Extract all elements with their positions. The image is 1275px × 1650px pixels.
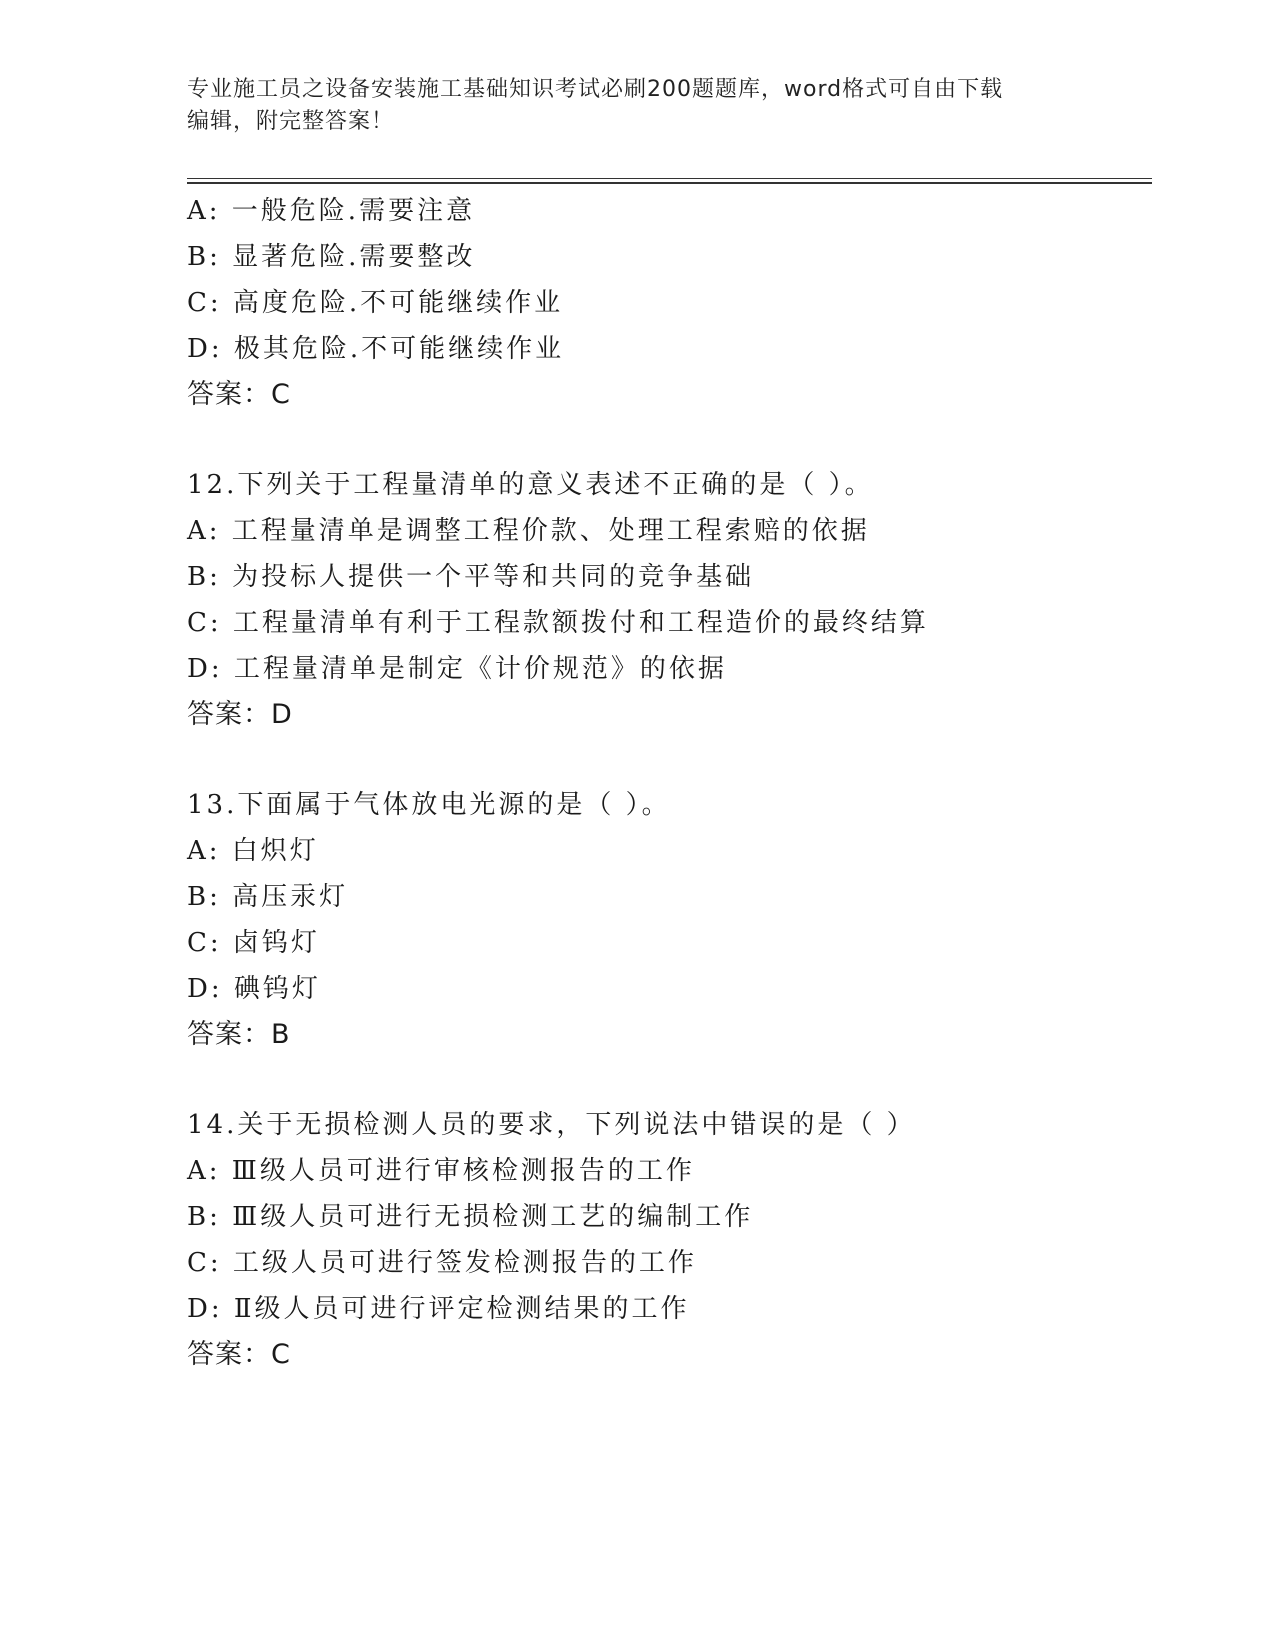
- q13-question: 13.下面属于气体放电光源的是（ ）。: [187, 790, 671, 820]
- q11-option-a: A: 一般危险.需要注意: [187, 196, 476, 226]
- divider-thick-line: [187, 182, 1152, 184]
- q13-option-b: B: 高压汞灯: [187, 882, 349, 912]
- spacer: [187, 418, 1147, 462]
- q14-option-b: B: Ⅲ级人员可进行无损检测工艺的编制工作: [187, 1202, 754, 1232]
- q14-answer: 答案：C: [187, 1339, 291, 1370]
- question-block-11: [187, 188, 1147, 418]
- q12-option-c: C: 工程量清单有利于工程款额拨付和工程造价的最终结算: [187, 608, 929, 638]
- header-title-line-1: 专业施工员之设备安装施工基础知识考试必刷200题题库，word格式可自由下载: [187, 77, 1004, 102]
- q12-option-a: A: 工程量清单是调整工程价款、处理工程索赔的依据: [187, 516, 870, 546]
- q11-option-c: C: 高度危险.不可能继续作业: [187, 288, 564, 318]
- header-title-line-2: 编辑，附完整答案！: [187, 109, 395, 134]
- q12-option-d: D: 工程量清单是制定《计价规范》的依据: [187, 654, 727, 684]
- q12-option-b: B: 为投标人提供一个平等和共同的竞争基础: [187, 562, 755, 592]
- q13-option-c: C: 卤钨灯: [187, 928, 320, 958]
- q14-option-d: D: Ⅱ级人员可进行评定检测结果的工作: [187, 1294, 690, 1324]
- spacer: [187, 1058, 1147, 1102]
- q13-answer: 答案：B: [187, 1019, 291, 1050]
- q14-question: 14.关于无损检测人员的要求，下列说法中错误的是（ ）: [187, 1110, 916, 1140]
- q11-option-d: D: 极其危险.不可能继续作业: [187, 334, 565, 364]
- question-block-13: [187, 782, 1147, 1058]
- q11-answer: 答案：C: [187, 379, 291, 410]
- q13-option-d: D: 碘钨灯: [187, 974, 321, 1004]
- q12-answer: 答案：D: [187, 699, 293, 730]
- divider-thin-line: [187, 178, 1152, 179]
- q14-option-c: C: 工级人员可进行签发检测报告的工作: [187, 1248, 697, 1278]
- q13-option-a: A: 白炽灯: [187, 836, 319, 866]
- spacer: [187, 738, 1147, 782]
- document-header: [187, 74, 1087, 138]
- q14-option-a: A: Ⅲ级人员可进行审核检测报告的工作: [187, 1156, 695, 1186]
- q12-question: 12.下列关于工程量清单的意义表述不正确的是（ ）。: [187, 470, 874, 500]
- q11-option-b: B: 显著危险.需要整改: [187, 242, 476, 272]
- header-divider: [187, 178, 1152, 184]
- document-body: [187, 188, 1147, 1378]
- question-block-12: [187, 462, 1147, 738]
- question-block-14: [187, 1102, 1147, 1378]
